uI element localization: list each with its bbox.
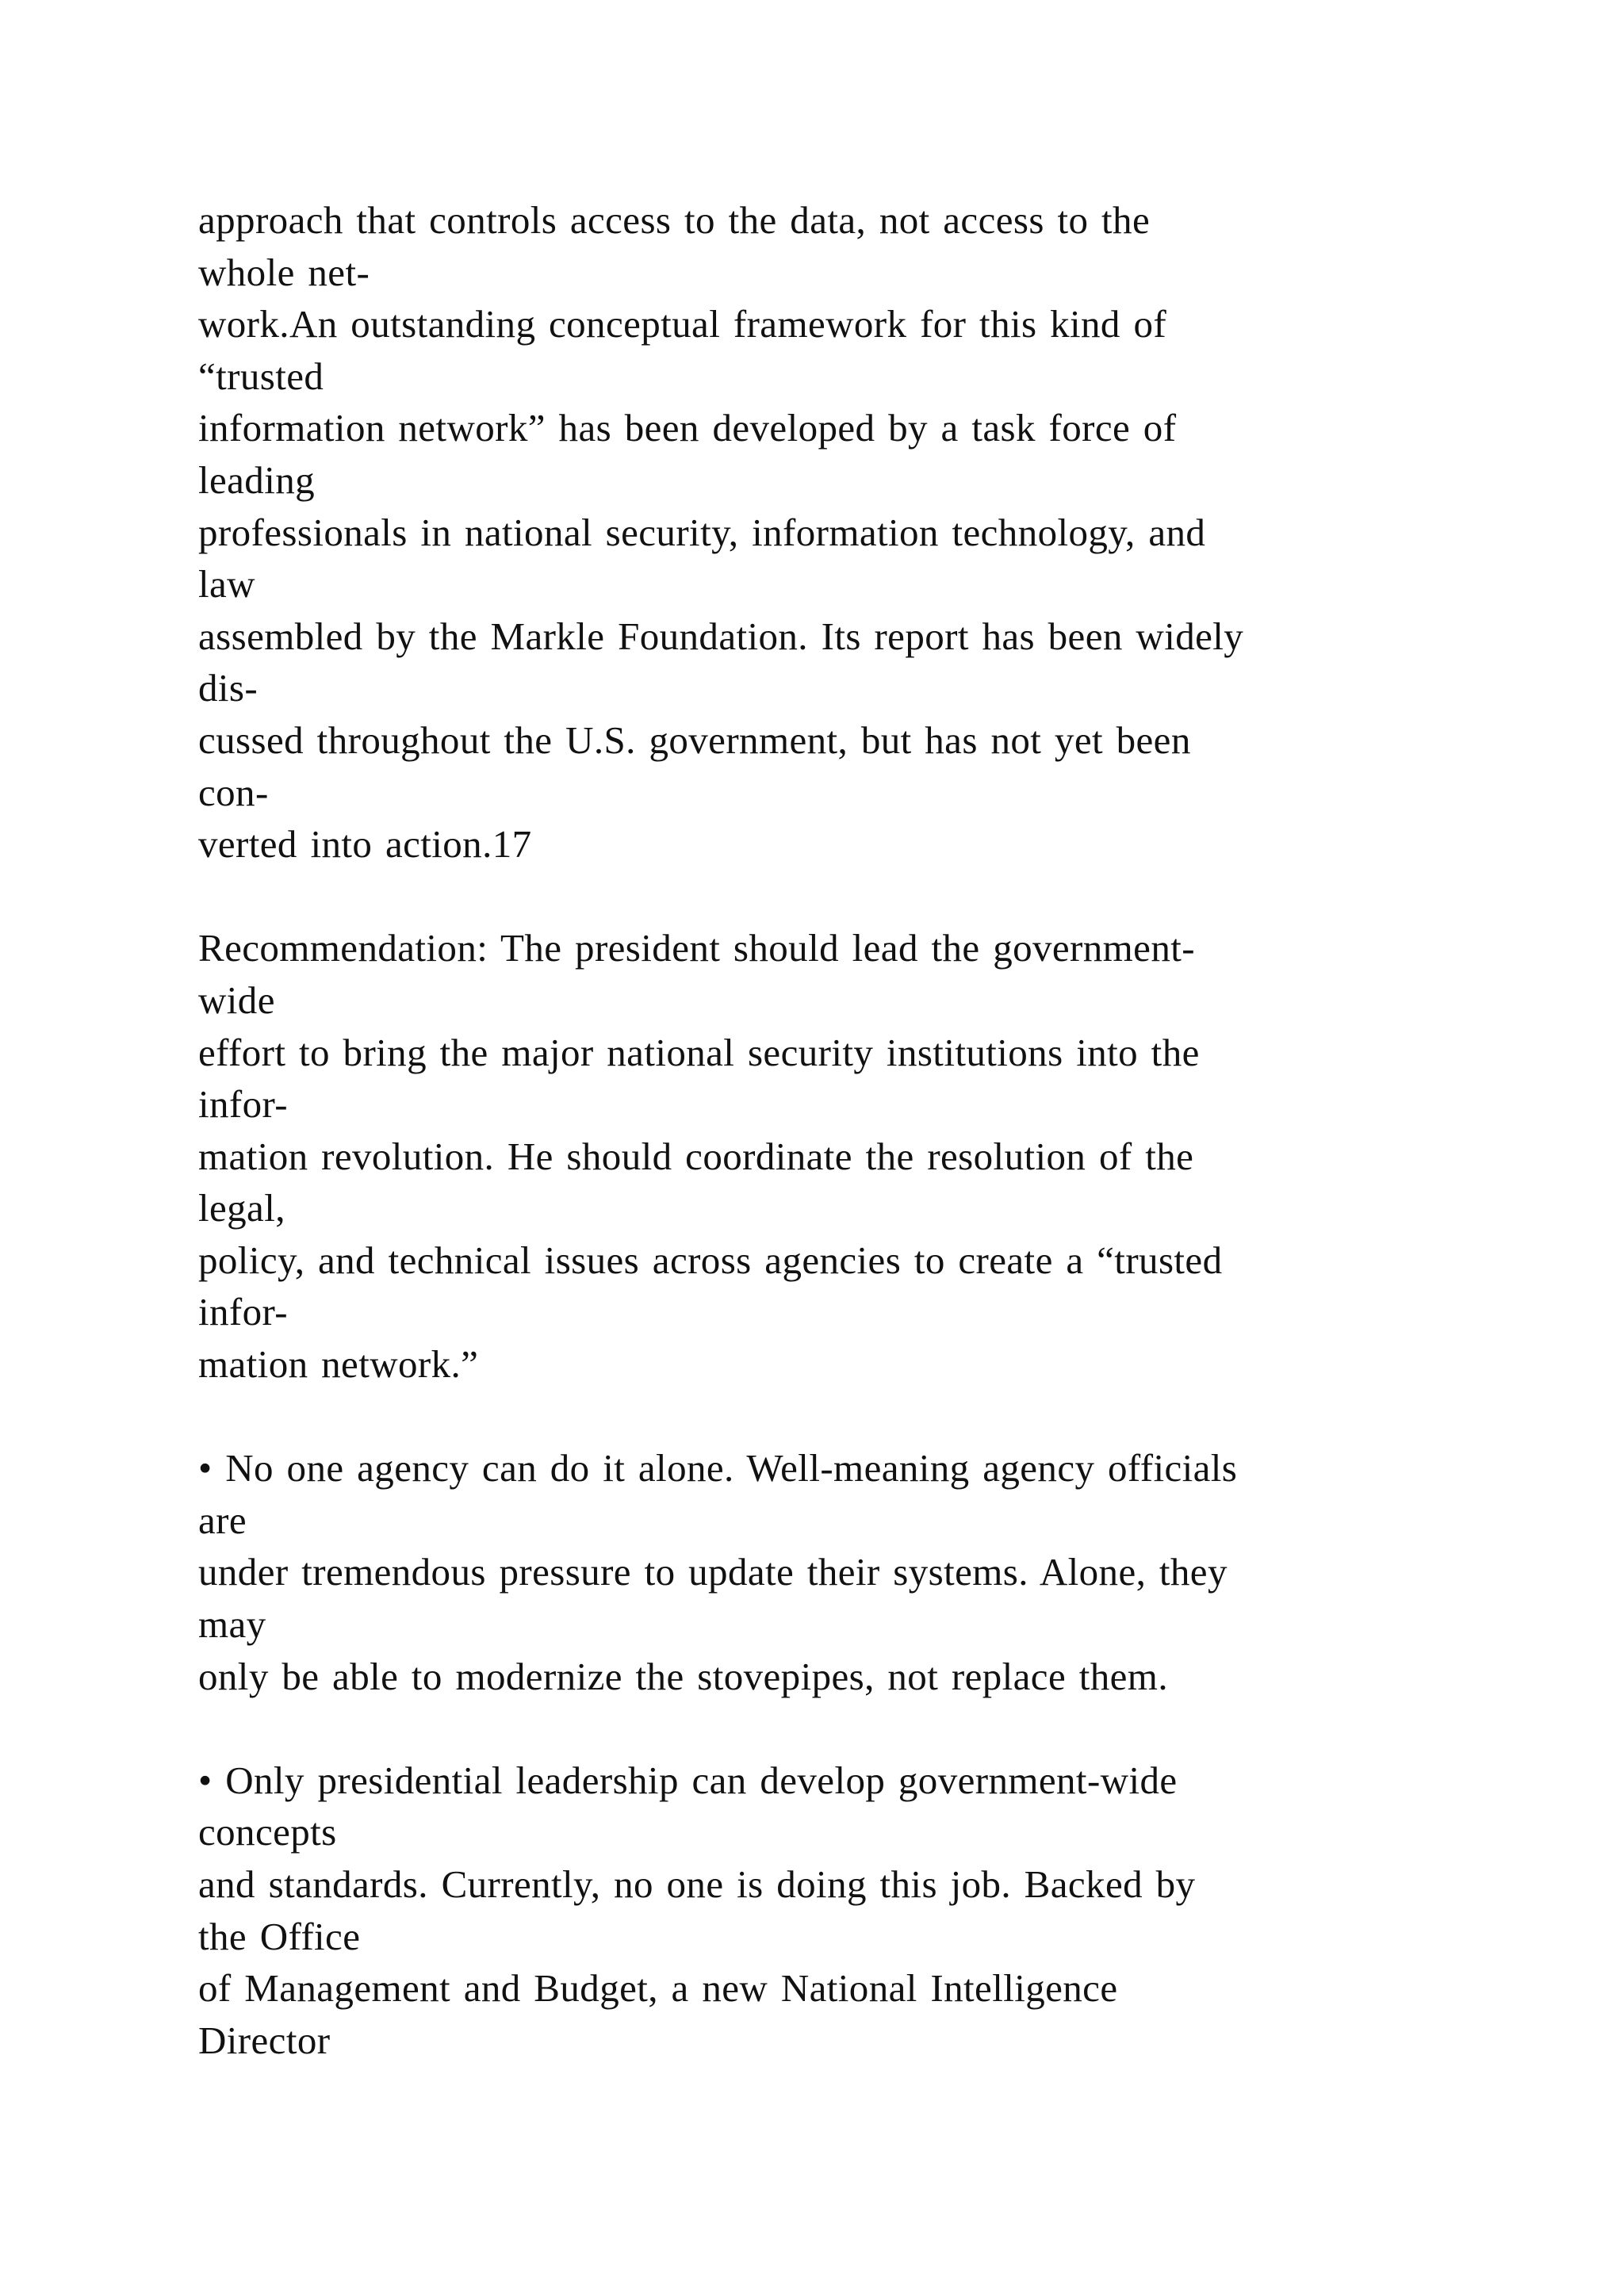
bullet-no-one-agency xyxy=(198,1442,1546,1702)
bullet-presidential-leadership xyxy=(198,1755,1546,2067)
paragraph-spacer xyxy=(198,871,1546,923)
text-line: dis- xyxy=(198,666,259,710)
text-line: information network” has been developed by a task force of xyxy=(198,406,1177,450)
text-line: and standards. Currently, no one is doing this job. Backed by xyxy=(198,1862,1196,1906)
document-body xyxy=(198,194,1546,2066)
text-line: wide xyxy=(198,978,275,1022)
text-line: may xyxy=(198,1602,266,1647)
text-line: whole net- xyxy=(198,250,370,294)
text-line: infor- xyxy=(198,1290,288,1334)
text-line: • Only presidential leadership can develop government-wide xyxy=(198,1758,1178,1802)
text-line: Recommendation: The president should lead the government- xyxy=(198,926,1195,970)
text-line: Director xyxy=(198,2018,331,2062)
text-line: only be able to modernize the stovepipes, not replace them. xyxy=(198,1654,1168,1698)
text-line: • No one agency can do it alone. Well-meaning agency officials xyxy=(198,1446,1238,1490)
text-line: work.An outstanding conceptual framework for this kind of xyxy=(198,302,1167,346)
text-line: assembled by the Markle Foundation. Its report has been widely xyxy=(198,614,1244,658)
text-line: are xyxy=(198,1498,247,1542)
paragraph-spacer xyxy=(198,1391,1546,1443)
text-line: con- xyxy=(198,770,269,814)
text-line: “trusted xyxy=(198,354,324,398)
text-line: mation network.” xyxy=(198,1342,479,1387)
text-line: of Management and Budget, a new National Intelligence xyxy=(198,1966,1118,2011)
text-line: policy, and technical issues across agencies to create a “trusted xyxy=(198,1238,1223,1282)
text-line: leading xyxy=(198,457,316,502)
text-line: the Office xyxy=(198,1914,361,1958)
text-line: under tremendous pressure to update their systems. Alone, they xyxy=(198,1550,1228,1594)
text-line: concepts xyxy=(198,1810,337,1854)
text-line: mation revolution. He should coordinate the resolution of the xyxy=(198,1134,1194,1178)
paragraph-spacer xyxy=(198,1702,1546,1755)
text-line: legal, xyxy=(198,1186,285,1230)
paragraph-recommendation xyxy=(198,922,1546,1390)
text-line: approach that controls access to the data, not access to the xyxy=(198,198,1151,242)
text-line: cussed throughout the U.S. government, but has not yet been xyxy=(198,718,1191,762)
paragraph-trusted-network xyxy=(198,194,1546,871)
text-line: law xyxy=(198,562,255,607)
text-line: effort to bring the major national security institutions into the xyxy=(198,1030,1200,1074)
text-line: professionals in national security, information technology, and xyxy=(198,510,1206,554)
text-line: verted into action.17 xyxy=(198,822,532,867)
text-line: infor- xyxy=(198,1082,288,1127)
